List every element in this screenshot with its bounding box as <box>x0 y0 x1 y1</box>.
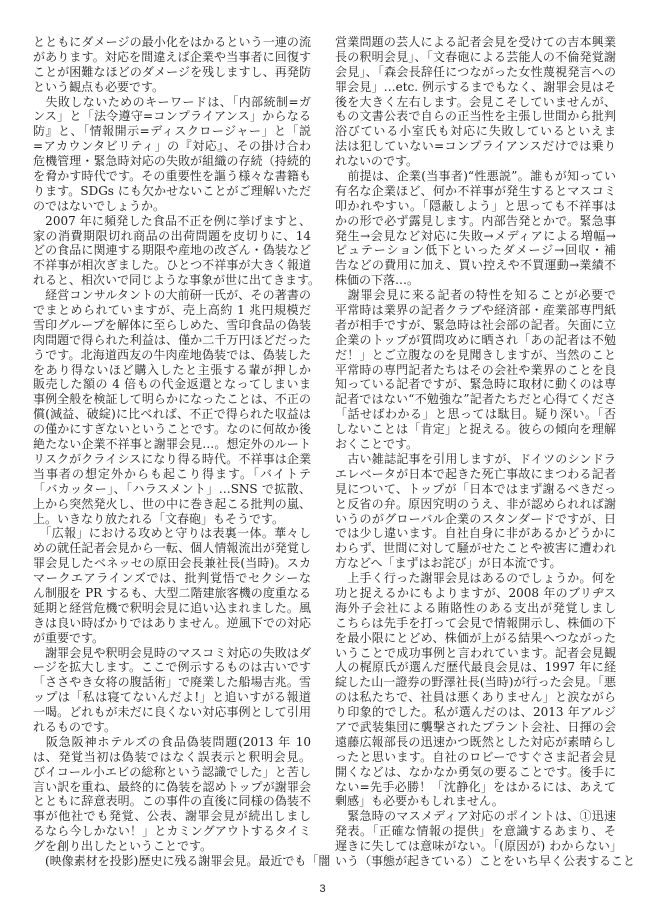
text-line: 謝罪会見や釈明会見時のマスコミ対応の失敗はダ <box>45 645 311 660</box>
text-line: 謝罪会見に来る記者の特性を知ることが必要で <box>347 288 616 303</box>
text-line: おくことです。 <box>335 437 419 452</box>
text-line: 「ささやき女将の腹話術」で廃業した船場吉兆。雪 <box>33 675 311 690</box>
text-line: るなら今しかない！」とカミングアウトするタイミ <box>33 824 311 839</box>
text-line: 言い訳を重ね、最終的に偽装を認めトップが謝罪会 <box>33 779 311 794</box>
text-line: 告などの費用に加え、買い控えや不買運動→業績不 <box>335 258 616 273</box>
text-line: 「広報」における攻めと守りは表裏一体。華々し <box>45 526 311 541</box>
text-line: きは良い時ばかりではありません。逆風下での対応 <box>33 615 311 630</box>
text-line: 罪会見」…etc. 例示するまでもなく、謝罪会見はそ <box>335 79 616 94</box>
text-line: とともに辞意表明。この事件の直後に同様の偽装不 <box>33 794 311 809</box>
text-line: 営業問題の芸人による記者会見を受けての吉本興業 <box>335 35 616 49</box>
text-line: 2007 年に頻発した食品不正を例に挙げますと、 <box>45 213 311 228</box>
text-line: めの就任記者会見から一転、個人情報流出が発覚し <box>33 541 311 556</box>
text-line: 後を大きく左右します。会見こそしていませんが、 <box>335 94 616 109</box>
text-line: いうことで成功事例と言われています。記者会見観 <box>335 645 616 660</box>
text-line: とともにダメージの最小化をはかるという一連の流 <box>33 35 311 49</box>
text-line: マークエアラインズでは、批判覚悟でセクシーな <box>33 571 311 586</box>
text-line: 遅きに失しては意味がない。「(原因が) わからない」 <box>335 839 616 854</box>
text-line: (映像素材を投影)歴史に残る謝罪会見。最近でも「闇 <box>33 853 331 868</box>
text-line: 平常時の専門記者たちはその会社や業界のことを良 <box>335 362 616 377</box>
text-line: びイコール小エビの総称という認識でした」と苦し <box>33 764 311 779</box>
text-line: 販売した額の 4 倍もの代金返還となってしまいま <box>33 377 311 392</box>
page-number: 3 <box>319 883 326 895</box>
text-line: 雪印グループを解体に至らしめた、雪印食品の偽装 <box>33 317 311 332</box>
text-line: 失敗しないためのキーワードは、「内部統制=ガ <box>45 94 311 109</box>
text-line: ります。SDGs にも欠かせないことがご理解いただ <box>33 183 311 198</box>
text-line: れるものです。 <box>33 719 117 734</box>
text-line: 平常時は業界の記者クラブや経済部・産業部専門紙 <box>335 303 616 318</box>
text-line: エレベータが日本で起きた死亡事故にまつわる記者 <box>335 466 616 481</box>
text-line: 上手く行った謝罪会見はあるのでしょうか。何を <box>347 571 616 586</box>
text-line: アで武装集団に襲撃されたプラント会社、日揮の会 <box>335 719 616 734</box>
text-line: 経営コンサルタントの大前研一氏が、その著書の <box>45 288 311 303</box>
text-line: グを創り出したということです。 <box>33 839 213 854</box>
text-line: 会見」、「森会長辞任につながった女性蔑視発言への <box>335 64 616 79</box>
text-line: =アカウンタビリティ」の『対応』、その掛け合わ <box>33 139 311 154</box>
text-line: 事が他社でも発覚、公表、謝罪会見が続出しまし <box>33 809 311 824</box>
text-line: では少し違います。自社自身に非があるかどうかに <box>335 526 616 541</box>
text-line: ンス」と「法令遵守=コンプライアンス」からなる <box>33 109 311 124</box>
text-line: 遠藤広報部長の迅速かつ既然とした対応が素晴らし <box>335 734 616 749</box>
text-line: は、発覚当初は偽装ではなく誤表示と釈明会見。 <box>33 749 311 764</box>
right-text-column <box>335 35 636 869</box>
text-line: ことが困難なほどのダメージを残しますし、再発防 <box>33 64 311 79</box>
text-line: わらず、世間に対して騒がせたことや被害に遭われ <box>335 541 616 556</box>
text-line: れると、相次いで同じような事象が世に出てきます。 <box>33 273 321 288</box>
text-line: があります。対応を間違えば企業や当事者に回復す <box>33 49 311 64</box>
text-line: ん制服を PR するも、大型二階建旅客機の度重なる <box>33 585 311 600</box>
text-line: リスクがクライシスになり得る時代。不祥事は企業 <box>33 451 311 466</box>
text-line: 上。いきなり放たれる「文春砲」もそうです。 <box>33 511 285 526</box>
text-line: ップは「私は寝てないんだよ!」と追いすがる報道 <box>33 690 311 705</box>
text-line: どの食品に関連する期限や産地の改ざん・偽装など <box>33 243 311 258</box>
text-line: 延期と経営危機で釈明会見に追い込まれました。風 <box>33 600 311 615</box>
text-line: り印象的でした。私が選んだのは、2013 年アルジ <box>335 705 616 720</box>
text-line: 罪会見したベネッセの原田会長兼社長(当時)。スカ <box>33 556 311 571</box>
text-line: が重要です。 <box>33 630 105 645</box>
text-line: のではないでしょうか。 <box>33 198 166 213</box>
text-line: の僅かにすぎないということです。なのに何故か後 <box>33 422 311 437</box>
text-line: 阪急阪神ホテルズの食品偽装問題(2013 年 10 <box>45 734 311 749</box>
text-line: 綻した山一證券の野澤社長(当時)が行った会見。「悪 <box>335 675 616 690</box>
text-line: 発表。「正確な情報の提供」を意識するあまり、そ <box>335 824 616 839</box>
text-line: ージを拡大します。ここで例示するものは古いです <box>33 660 311 675</box>
text-line: 肉問題で得られた利益は、僅か二千万円ほどだった <box>33 332 311 347</box>
text-line: 不祥事が相次ぎました。ひとつ不祥事が大きく報道 <box>33 258 311 273</box>
text-line: 法は犯していない=コンプライアンスだけでは乗り <box>335 139 616 154</box>
text-line: 絶たない企業不祥事と謝罪会見…。想定外のルート <box>33 437 311 452</box>
text-line: 前提は、企業(当事者)“性悪説”。誰もが知ってい <box>347 169 616 184</box>
text-line: こちらは先手を打って会見で情報開示し、株価の下 <box>335 615 616 630</box>
text-line: 剰感」も必要かもしれません。 <box>335 794 504 809</box>
text-line: 上から突然発火し、世の中に巻き起こる批判の嵐、 <box>33 496 311 511</box>
text-line: 記者ではない“不勉強な”記者たちだと心得てくださ <box>335 392 616 407</box>
text-line: 者が相手ですが、緊急時は社会部の記者。矢面に立 <box>335 317 616 332</box>
text-line: を脅かす時代です。その重要性を謳う様々な書籍も <box>33 169 311 184</box>
text-line: 浴びている小室氏も対応に失敗しているといえま <box>335 124 616 139</box>
text-line: 事例全般を検証して明らかになったことは、不正の <box>33 392 311 407</box>
text-line: と反省の弁。原因究明のうえ、非が認められれば謝 <box>335 496 616 511</box>
text-line: 叩かれやすい。「隠蔽しよう」と思っても不祥事は <box>335 198 616 213</box>
text-line: 見について、トップが「日本ではまず謝るべきだっ <box>335 481 616 496</box>
text-line: だ！」とご立腹なのを見聞きしますが、当然のこと <box>335 347 616 362</box>
text-line: れないのです。 <box>335 154 419 169</box>
text-line: 開くなどは、なかなか勇気の要ることです。後手に <box>335 764 616 779</box>
text-line: ピュテーション低下といったダメージ→回収・補 <box>335 243 616 258</box>
text-line: 一喝。どれもが未だに良くない対応事例として引用 <box>33 705 311 720</box>
text-line: 「話せばわかる」と思っては駄目。疑り深い。「否 <box>335 407 616 422</box>
text-line: 方などへ「まずはお詫び」が日本流です。 <box>335 556 562 571</box>
text-line: うです。北海道西友の牛肉産地偽装では、偽装した <box>33 347 311 362</box>
text-line: 人の梶原氏が選んだ歴代最良会見は、1997 年に経 <box>335 660 616 675</box>
text-line: 有名な企業ほど、何か不祥事が発生するとマスコミ <box>335 183 616 198</box>
text-line: かの形で必ず露見します。内部告発とかで。緊急事 <box>335 213 616 228</box>
text-line: 企業のトップが質問攻めに晒され「あの記者は不勉 <box>335 332 616 347</box>
text-line: ったと思います。自社のロビーですぐさま記者会見 <box>335 749 616 764</box>
text-line: 功と捉えるかにもよりますが、2008 年のブリヂス <box>335 585 616 600</box>
text-line: 危機管理・緊急時対応の失敗が組織の存続（持続的 <box>33 154 311 169</box>
text-line: しないことは「肯定」と捉える。彼らの傾向を理解 <box>335 422 616 437</box>
text-line: もの文書公表で自らの正当性を主張し世間から批判 <box>335 109 616 124</box>
left-text-column <box>33 35 331 869</box>
text-line: 発生→会見など対応に失敗→メディアによる増幅→ <box>335 228 616 243</box>
text-line: 「バカッター」、「ハラスメント」…SNS で拡散、 <box>33 481 311 496</box>
text-line: 知っている記者ですが、緊急時に取材に動くのは専 <box>335 377 616 392</box>
text-line: 当事者の想定外からも起こり得ます。「バイトテ <box>33 466 311 481</box>
text-line: 株価の下落…。 <box>335 273 420 288</box>
text-line: 緊急時のマスメディア対応のポイントは、①迅速 <box>347 809 616 824</box>
text-line: いう（事態が起きている）ことをいち早く公表すること <box>335 853 636 868</box>
text-line: いうのがグローバル企業のスタンダードですが、日 <box>335 511 616 526</box>
text-line: 海外子会社による賄賂性のある支出が発覚しまし <box>335 600 616 615</box>
text-line: をあり得ないほど購入したと主張する輩が押しか <box>33 362 311 377</box>
text-line: ない=先手必勝！「沈静化」をはかるには、あえて <box>335 779 616 794</box>
text-line: 家の消費期限切れ商品の出荷問題を皮切りに、14 <box>33 228 311 243</box>
text-line: のは私たちで、社員は悪くありません」と涙ながら <box>335 690 616 705</box>
text-line: という観点も必要です。 <box>33 79 165 94</box>
text-line: でまとめられていますが、売上高約 1 兆円規模だ <box>33 303 311 318</box>
text-line: 防』と、「情報開示=ディスクロージャー」と「説 <box>33 124 311 139</box>
text-line: 古い雑誌記事を引用しますが、ドイツのシンドラ <box>347 451 616 466</box>
text-line: 長の釈明会見」、「文春砲による芸能人の不倫発覚謝 <box>335 49 616 64</box>
text-line: 償(減益、破綻)に比べれば、不正で得られた収益は <box>33 407 311 422</box>
text-line: を最小限にとどめ、株価が上がる結果へつながった <box>335 630 616 645</box>
